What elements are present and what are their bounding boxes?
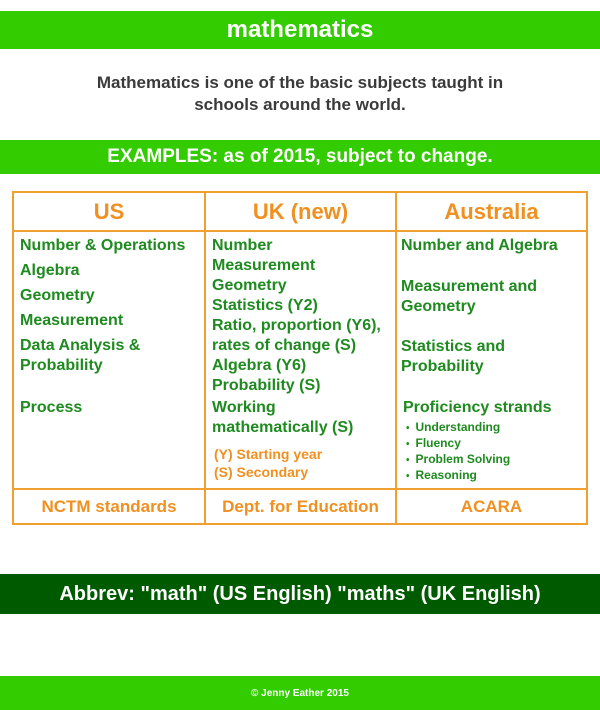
page-title: mathematics <box>0 11 600 49</box>
uk-item: Statistics (Y2) <box>212 297 318 314</box>
column-divider <box>395 193 397 523</box>
us-item: Measurement <box>20 312 124 329</box>
uk-item: Geometry <box>212 277 287 294</box>
intro-text <box>0 72 600 116</box>
uk-item: Measurement <box>212 257 316 274</box>
uk-note: (Y) Starting year <box>214 446 323 462</box>
column-divider <box>204 193 206 523</box>
us-item: Data Analysis & <box>20 337 141 354</box>
au-strand: • Problem Solving <box>406 451 510 469</box>
au-strand: • Fluency <box>406 435 461 453</box>
header-uk: UK (new) <box>252 198 349 224</box>
us-item: Number & Operations <box>20 237 186 254</box>
uk-item: Algebra (Y6) <box>212 357 307 374</box>
source-us: NCTM standards <box>41 496 177 516</box>
uk-item: Working <box>212 399 276 416</box>
uk-item: mathematically (S) <box>212 419 354 436</box>
abbreviation-banner: Abbrev: "math" (US English) "maths" (UK English) <box>0 574 600 614</box>
au-item: Statistics and <box>401 338 506 355</box>
au-item: Number and Algebra <box>401 237 558 254</box>
us-item: Geometry <box>20 287 95 304</box>
header-australia: Australia <box>444 198 539 224</box>
intro-line-2: schools around the world. <box>194 95 406 114</box>
intro-line-1: Mathematics is one of the basic subjects taught in <box>96 73 504 92</box>
au-item: Probability <box>401 358 484 375</box>
us-item: Algebra <box>20 262 80 279</box>
source-uk: Dept. for Education <box>222 496 379 516</box>
uk-item: Probability (S) <box>212 377 321 394</box>
us-item: Process <box>20 399 83 416</box>
us-item: Probability <box>20 357 103 374</box>
au-strand: • Reasoning <box>406 467 477 485</box>
curriculum-table <box>12 191 588 525</box>
au-strand: • Understanding <box>406 419 500 437</box>
examples-heading: EXAMPLES: as of 2015, subject to change. <box>0 140 600 174</box>
au-item: Measurement and <box>401 278 538 295</box>
au-item: Geometry <box>401 298 476 315</box>
source-australia: ACARA <box>460 496 523 516</box>
header-us: US <box>93 198 125 224</box>
uk-item: Number <box>212 237 273 254</box>
uk-item: rates of change (S) <box>212 337 357 354</box>
au-item: Proficiency strands <box>403 399 552 416</box>
uk-note: (S) Secondary <box>214 464 309 480</box>
header-divider <box>14 230 586 232</box>
copyright-footer: © Jenny Eather 2015 <box>0 676 600 710</box>
uk-item: Ratio, proportion (Y6), <box>212 317 381 334</box>
